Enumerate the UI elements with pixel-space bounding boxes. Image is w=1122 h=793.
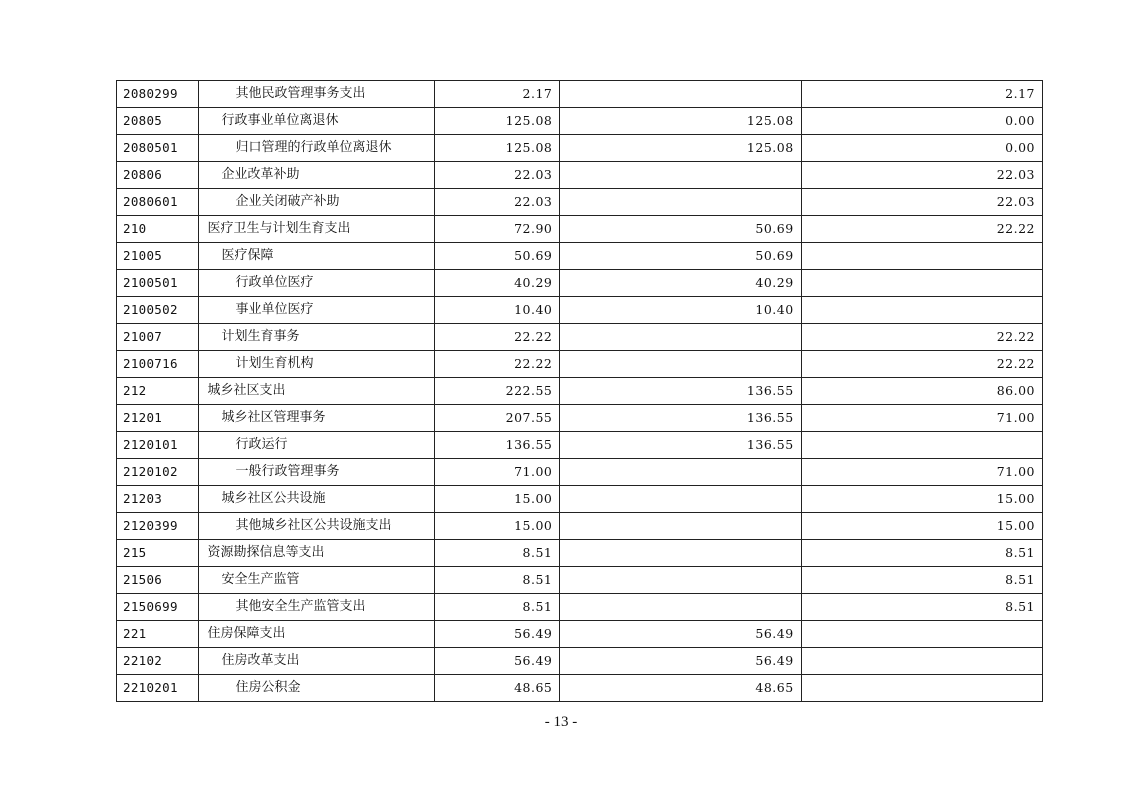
subject-name-cell: 城乡社区公共设施 <box>199 486 434 513</box>
table-row <box>117 621 1043 648</box>
project-expenditure-cell: 2.17 <box>801 81 1042 108</box>
subject-code-cell: 2100716 <box>117 351 199 378</box>
basic-expenditure-cell <box>560 513 801 540</box>
project-expenditure-cell: 22.03 <box>801 162 1042 189</box>
total-amount-cell: 15.00 <box>434 513 560 540</box>
subject-name-cell: 事业单位医疗 <box>199 297 434 324</box>
subject-name-cell: 住房保障支出 <box>199 621 434 648</box>
project-expenditure-cell: 71.00 <box>801 459 1042 486</box>
table-row <box>117 189 1043 216</box>
subject-code-cell: 2100502 <box>117 297 199 324</box>
project-expenditure-cell: 8.51 <box>801 540 1042 567</box>
subject-code-cell: 21005 <box>117 243 199 270</box>
table-row <box>117 81 1043 108</box>
subject-code-cell: 2150699 <box>117 594 199 621</box>
subject-code-cell: 20806 <box>117 162 199 189</box>
subject-name-cell: 计划生育事务 <box>199 324 434 351</box>
basic-expenditure-cell: 136.55 <box>560 432 801 459</box>
total-amount-cell: 8.51 <box>434 567 560 594</box>
basic-expenditure-cell <box>560 351 801 378</box>
subject-name-cell: 行政运行 <box>199 432 434 459</box>
total-amount-cell: 8.51 <box>434 594 560 621</box>
subject-code-cell: 21506 <box>117 567 199 594</box>
project-expenditure-cell: 0.00 <box>801 108 1042 135</box>
subject-code-cell: 20805 <box>117 108 199 135</box>
project-expenditure-cell <box>801 621 1042 648</box>
subject-code-cell: 2120101 <box>117 432 199 459</box>
basic-expenditure-cell: 136.55 <box>560 378 801 405</box>
subject-code-cell: 21007 <box>117 324 199 351</box>
project-expenditure-cell: 22.03 <box>801 189 1042 216</box>
subject-code-cell: 2120399 <box>117 513 199 540</box>
table-row <box>117 675 1043 702</box>
total-amount-cell: 125.08 <box>434 135 560 162</box>
subject-code-cell: 2210201 <box>117 675 199 702</box>
subject-code-cell: 21201 <box>117 405 199 432</box>
page-number: - 13 - <box>544 714 578 730</box>
project-expenditure-cell <box>801 432 1042 459</box>
project-expenditure-cell: 15.00 <box>801 513 1042 540</box>
project-expenditure-cell <box>801 243 1042 270</box>
subject-name-cell: 安全生产监管 <box>199 567 434 594</box>
subject-code-cell: 221 <box>117 621 199 648</box>
project-expenditure-cell: 22.22 <box>801 351 1042 378</box>
basic-expenditure-cell: 56.49 <box>560 621 801 648</box>
total-amount-cell: 222.55 <box>434 378 560 405</box>
table-row <box>117 243 1043 270</box>
project-expenditure-cell <box>801 270 1042 297</box>
subject-name-cell: 企业改革补助 <box>199 162 434 189</box>
subject-name-cell: 城乡社区管理事务 <box>199 405 434 432</box>
table-row <box>117 513 1043 540</box>
total-amount-cell: 125.08 <box>434 108 560 135</box>
basic-expenditure-cell: 40.29 <box>560 270 801 297</box>
table-row <box>117 351 1043 378</box>
table-row <box>117 432 1043 459</box>
subject-name-cell: 行政单位医疗 <box>199 270 434 297</box>
table-row <box>117 378 1043 405</box>
subject-code-cell: 2080299 <box>117 81 199 108</box>
total-amount-cell: 22.22 <box>434 351 560 378</box>
project-expenditure-cell: 8.51 <box>801 567 1042 594</box>
project-expenditure-cell: 15.00 <box>801 486 1042 513</box>
table-row <box>117 216 1043 243</box>
total-amount-cell: 207.55 <box>434 405 560 432</box>
total-amount-cell: 56.49 <box>434 621 560 648</box>
total-amount-cell: 8.51 <box>434 540 560 567</box>
table-row <box>117 324 1043 351</box>
budget-expenditure-table <box>116 80 1043 702</box>
total-amount-cell: 71.00 <box>434 459 560 486</box>
subject-name-cell: 医疗卫生与计划生育支出 <box>199 216 434 243</box>
total-amount-cell: 72.90 <box>434 216 560 243</box>
basic-expenditure-cell <box>560 594 801 621</box>
subject-name-cell: 行政事业单位离退休 <box>199 108 434 135</box>
subject-name-cell: 住房改革支出 <box>199 648 434 675</box>
subject-name-cell: 计划生育机构 <box>199 351 434 378</box>
subject-name-cell: 一般行政管理事务 <box>199 459 434 486</box>
subject-name-cell: 城乡社区支出 <box>199 378 434 405</box>
table-row <box>117 297 1043 324</box>
basic-expenditure-cell <box>560 324 801 351</box>
project-expenditure-cell: 71.00 <box>801 405 1042 432</box>
subject-code-cell: 22102 <box>117 648 199 675</box>
subject-code-cell: 2100501 <box>117 270 199 297</box>
project-expenditure-cell <box>801 648 1042 675</box>
total-amount-cell: 22.03 <box>434 162 560 189</box>
basic-expenditure-cell <box>560 162 801 189</box>
subject-name-cell: 其他民政管理事务支出 <box>199 81 434 108</box>
table-row <box>117 540 1043 567</box>
total-amount-cell: 48.65 <box>434 675 560 702</box>
basic-expenditure-cell <box>560 81 801 108</box>
project-expenditure-cell <box>801 675 1042 702</box>
table-row <box>117 405 1043 432</box>
basic-expenditure-cell <box>560 189 801 216</box>
project-expenditure-cell: 86.00 <box>801 378 1042 405</box>
subject-name-cell: 住房公积金 <box>199 675 434 702</box>
total-amount-cell: 50.69 <box>434 243 560 270</box>
subject-name-cell: 资源勘探信息等支出 <box>199 540 434 567</box>
project-expenditure-cell: 22.22 <box>801 324 1042 351</box>
table-row <box>117 567 1043 594</box>
table-row <box>117 594 1043 621</box>
basic-expenditure-cell: 50.69 <box>560 243 801 270</box>
total-amount-cell: 40.29 <box>434 270 560 297</box>
basic-expenditure-cell: 48.65 <box>560 675 801 702</box>
table-row <box>117 135 1043 162</box>
subject-code-cell: 2080501 <box>117 135 199 162</box>
basic-expenditure-cell: 56.49 <box>560 648 801 675</box>
subject-code-cell: 2120102 <box>117 459 199 486</box>
table-row <box>117 270 1043 297</box>
basic-expenditure-cell <box>560 540 801 567</box>
total-amount-cell: 10.40 <box>434 297 560 324</box>
subject-code-cell: 212 <box>117 378 199 405</box>
table-row <box>117 162 1043 189</box>
basic-expenditure-cell: 125.08 <box>560 135 801 162</box>
basic-expenditure-cell <box>560 567 801 594</box>
basic-expenditure-cell: 10.40 <box>560 297 801 324</box>
table-row <box>117 486 1043 513</box>
subject-name-cell: 医疗保障 <box>199 243 434 270</box>
total-amount-cell: 22.22 <box>434 324 560 351</box>
basic-expenditure-cell: 136.55 <box>560 405 801 432</box>
basic-expenditure-cell: 125.08 <box>560 108 801 135</box>
subject-code-cell: 215 <box>117 540 199 567</box>
table-row <box>117 648 1043 675</box>
total-amount-cell: 56.49 <box>434 648 560 675</box>
table-row <box>117 108 1043 135</box>
project-expenditure-cell <box>801 297 1042 324</box>
total-amount-cell: 22.03 <box>434 189 560 216</box>
total-amount-cell: 2.17 <box>434 81 560 108</box>
total-amount-cell: 136.55 <box>434 432 560 459</box>
table-body <box>117 81 1043 702</box>
subject-code-cell: 210 <box>117 216 199 243</box>
subject-name-cell: 企业关闭破产补助 <box>199 189 434 216</box>
subject-name-cell: 归口管理的行政单位离退休 <box>199 135 434 162</box>
basic-expenditure-cell <box>560 486 801 513</box>
project-expenditure-cell: 0.00 <box>801 135 1042 162</box>
basic-expenditure-cell <box>560 459 801 486</box>
table-row <box>117 459 1043 486</box>
basic-expenditure-cell: 50.69 <box>560 216 801 243</box>
subject-code-cell: 2080601 <box>117 189 199 216</box>
subject-name-cell: 其他城乡社区公共设施支出 <box>199 513 434 540</box>
project-expenditure-cell: 8.51 <box>801 594 1042 621</box>
total-amount-cell: 15.00 <box>434 486 560 513</box>
subject-name-cell: 其他安全生产监管支出 <box>199 594 434 621</box>
subject-code-cell: 21203 <box>117 486 199 513</box>
project-expenditure-cell: 22.22 <box>801 216 1042 243</box>
